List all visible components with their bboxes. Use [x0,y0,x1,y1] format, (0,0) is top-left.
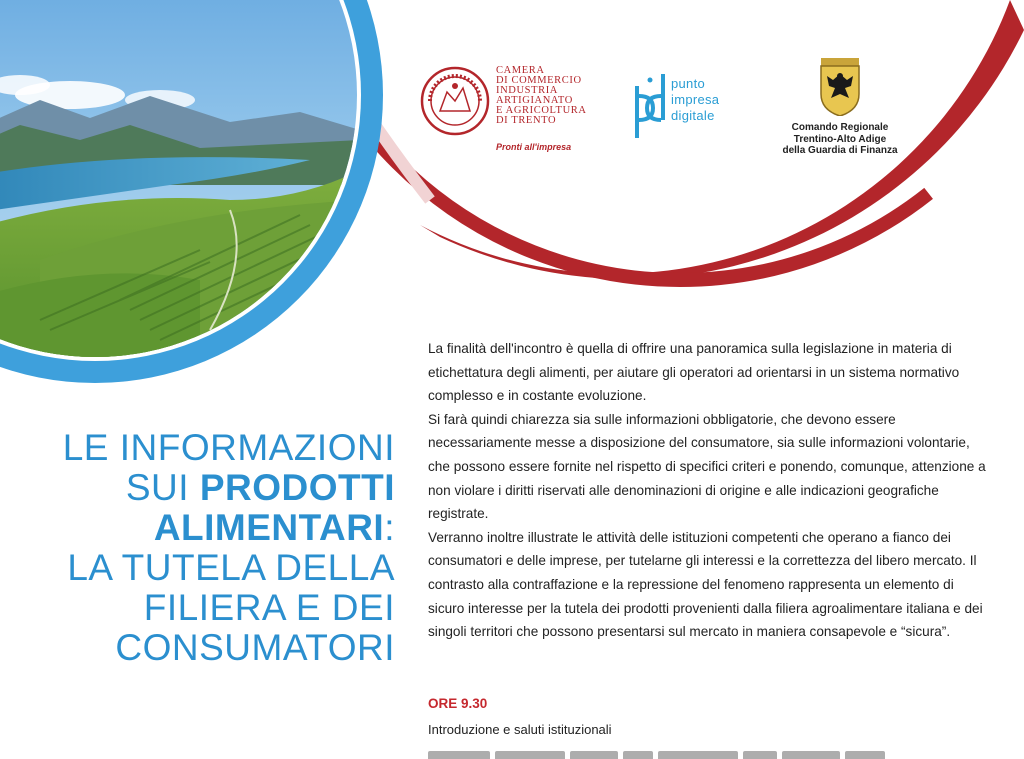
body-paragraph: La finalità dell'incontro è quella di offrire una panoramica sulla legislazione in materia di etichettatura degli alimenti, per aiutare gli operatori ad orientarsi in un sistema normativo complesso e in costante evoluzione. [428,341,960,404]
camera-commercio-name: CAMERA DI COMMERCIO INDUSTRIA ARTIGIANATO E AGRICOLTURA DI TRENTO [496,65,587,126]
camera-commercio-logo[interactable] [420,62,590,157]
eagle-shield-icon [819,58,861,116]
body-paragraph: Verranno inoltre illustrate le attività delle istituzioni competenti che operano a fianco dei consumatori e delle imprese, per tutelarne gli interessi e la correttezza del libero mercato. Il contrasto alla contraffazione e la repressione del fenomeno rappresenta un elemento di sicuro interesse per la tutela dei prodotti provenienti dalla filiera agroalimentare italiana e dei singoli territori che possono presentarsi sul mercato in maniera consapevole e “sicura”. [428,529,983,640]
punto-impresa-digitale-logo[interactable] [633,70,743,150]
agenda-item: Introduzione e saluti istituzionali [428,722,612,737]
page-title [40,428,395,668]
title-line-2: SUI PRODOTTI [125,467,395,508]
title-line-5: FILIERA E DEI [143,587,395,628]
chamber-seal-icon [420,66,490,136]
title-line-1: LE INFORMAZIONI [62,427,395,468]
agenda-time: ORE 9.30 [428,696,488,711]
gdf-name: Comando Regionale Trentino-Alto Adige della Guardia di Finanza [782,122,898,156]
title-line-6: CONSUMATORI [115,627,395,668]
camera-tagline: Pronti all'impresa [496,142,572,152]
body-paragraph: Si farà quindi chiarezza sia sulle informazioni obbligatorie, che devono essere necessariamente messe a disposizione del consumatore, sia sulle informazioni volontarie, che possono essere fornite nel rispetto di specifici criteri e ponendo, comunque, attenzione a non violare i diritti riservati alle denominazioni di origine e alle indicazioni geografiche registrate. [428,411,986,522]
guardia-di-finanza-logo[interactable] [770,58,910,168]
pid-name: punto impresa digitale [671,76,720,123]
title-line-4: LA TUTELA DELLA [67,547,395,588]
cut-off-text-line [428,750,928,759]
title-line-3: ALIMENTARI: [153,507,395,548]
pid-logo-icon [633,74,667,140]
description-body [428,337,988,644]
